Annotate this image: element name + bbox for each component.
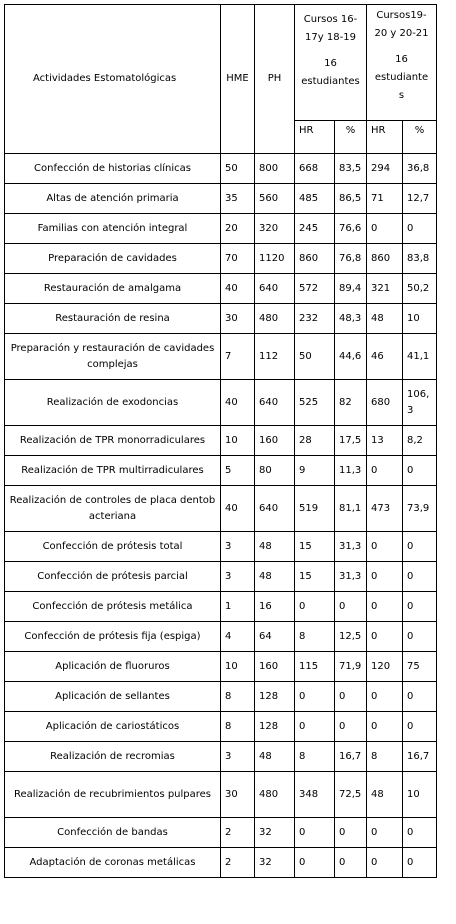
cell-hr-1: 8	[295, 742, 335, 772]
cell-hme: 40	[221, 380, 255, 426]
table-row	[5, 592, 437, 622]
cell-hr-2: 46	[367, 334, 403, 380]
cell-hr-1: 0	[295, 848, 335, 878]
cell-ph: 1120	[255, 244, 295, 274]
table-row	[5, 334, 437, 380]
cell-hr-1: 28	[295, 426, 335, 456]
cell-activity: Altas de atención primaria	[5, 184, 221, 214]
table-row	[5, 652, 437, 682]
cell-hr-2: 0	[367, 622, 403, 652]
cell-hme: 30	[221, 304, 255, 334]
table-row	[5, 682, 437, 712]
cell-hr-1: 572	[295, 274, 335, 304]
cell-pct-1: 16,7	[335, 742, 367, 772]
cell-activity: Familias con atención integral	[5, 214, 221, 244]
group-2-line-2: 20 y 20-21	[374, 28, 429, 39]
cell-hme: 40	[221, 274, 255, 304]
cell-pct-2: 0	[403, 532, 437, 562]
cell-pct-1: 0	[335, 818, 367, 848]
cell-ph: 16	[255, 592, 295, 622]
cell-pct-2: 73,9	[403, 486, 437, 532]
cell-ph: 32	[255, 818, 295, 848]
table-body	[5, 154, 437, 878]
cell-pct-2: 16,7	[403, 742, 437, 772]
header-row-top	[5, 5, 437, 121]
cell-activity: Confección de prótesis fija (espiga)	[5, 622, 221, 652]
cell-hr-2: 0	[367, 532, 403, 562]
cell-pct-1: 86,5	[335, 184, 367, 214]
cell-hr-2: 120	[367, 652, 403, 682]
cell-activity: Realización de controles de placa dentobacteriana	[5, 486, 221, 532]
table-row	[5, 426, 437, 456]
cell-pct-1: 72,5	[335, 772, 367, 818]
cell-hme: 8	[221, 712, 255, 742]
header-activity: Actividades Estomatológicas	[5, 5, 221, 154]
cell-ph: 160	[255, 652, 295, 682]
table-row	[5, 184, 437, 214]
group-2-line-3: 16	[395, 54, 408, 65]
activities-table	[4, 4, 437, 878]
cell-pct-1: 17,5	[335, 426, 367, 456]
table-row	[5, 772, 437, 818]
cell-hr-2: 48	[367, 304, 403, 334]
cell-ph: 48	[255, 742, 295, 772]
table-row	[5, 848, 437, 878]
cell-ph: 480	[255, 772, 295, 818]
cell-pct-2: 0	[403, 622, 437, 652]
cell-pct-1: 76,8	[335, 244, 367, 274]
cell-ph: 160	[255, 426, 295, 456]
cell-hr-2: 0	[367, 456, 403, 486]
cell-pct-1: 83,5	[335, 154, 367, 184]
group-1-line-3: 16	[324, 58, 337, 69]
cell-hr-2: 0	[367, 848, 403, 878]
cell-pct-2: 41,1	[403, 334, 437, 380]
table-row	[5, 456, 437, 486]
cell-activity: Restauración de resina	[5, 304, 221, 334]
cell-hr-1: 115	[295, 652, 335, 682]
cell-hme: 40	[221, 486, 255, 532]
group-2-line-5: s	[398, 90, 405, 101]
table-row	[5, 214, 437, 244]
header-hr-2: HR	[367, 121, 403, 154]
cell-activity: Aplicación de cariostáticos	[5, 712, 221, 742]
cell-activity: Realización de TPR multirradiculares	[5, 456, 221, 486]
table-row	[5, 712, 437, 742]
table-row	[5, 154, 437, 184]
cell-ph: 128	[255, 712, 295, 742]
cell-hr-1: 348	[295, 772, 335, 818]
cell-activity: Realización de recromias	[5, 742, 221, 772]
cell-hr-2: 0	[367, 712, 403, 742]
cell-hr-2: 0	[367, 682, 403, 712]
cell-pct-2: 10	[403, 304, 437, 334]
cell-hr-1: 8	[295, 622, 335, 652]
cell-pct-2: 0	[403, 682, 437, 712]
cell-hr-2: 0	[367, 562, 403, 592]
cell-hr-1: 15	[295, 532, 335, 562]
cell-hme: 30	[221, 772, 255, 818]
cell-pct-2: 0	[403, 562, 437, 592]
cell-hme: 4	[221, 622, 255, 652]
cell-activity: Aplicación de sellantes	[5, 682, 221, 712]
cell-hr-1: 0	[295, 818, 335, 848]
cell-hr-2: 13	[367, 426, 403, 456]
cell-hme: 2	[221, 818, 255, 848]
table-row	[5, 818, 437, 848]
cell-hr-1: 245	[295, 214, 335, 244]
cell-pct-1: 31,3	[335, 532, 367, 562]
cell-hme: 3	[221, 742, 255, 772]
cell-pct-1: 71,9	[335, 652, 367, 682]
cell-hr-2: 294	[367, 154, 403, 184]
table-row	[5, 532, 437, 562]
cell-hr-1: 0	[295, 682, 335, 712]
cell-pct-1: 0	[335, 712, 367, 742]
cell-pct-1: 89,4	[335, 274, 367, 304]
cell-activity: Realización de exodoncias	[5, 380, 221, 426]
cell-activity: Aplicación de fluoruros	[5, 652, 221, 682]
cell-pct-2: 10	[403, 772, 437, 818]
cell-hr-2: 0	[367, 592, 403, 622]
cell-hme: 10	[221, 426, 255, 456]
cell-pct-1: 12,5	[335, 622, 367, 652]
cell-hr-1: 860	[295, 244, 335, 274]
table-row	[5, 562, 437, 592]
header-pct-1: %	[335, 121, 367, 154]
cell-pct-1: 76,6	[335, 214, 367, 244]
header-hme: HME	[221, 5, 255, 154]
cell-hr-2: 321	[367, 274, 403, 304]
cell-pct-1: 11,3	[335, 456, 367, 486]
cell-hme: 7	[221, 334, 255, 380]
header-ph: PH	[255, 5, 295, 154]
cell-hme: 5	[221, 456, 255, 486]
cell-activity: Confección de prótesis parcial	[5, 562, 221, 592]
cell-pct-2: 0	[403, 818, 437, 848]
cell-ph: 800	[255, 154, 295, 184]
cell-ph: 64	[255, 622, 295, 652]
cell-hme: 8	[221, 682, 255, 712]
cell-pct-2: 75	[403, 652, 437, 682]
cell-ph: 128	[255, 682, 295, 712]
cell-pct-1: 0	[335, 848, 367, 878]
cell-hr-1: 519	[295, 486, 335, 532]
table-row	[5, 304, 437, 334]
cell-ph: 48	[255, 562, 295, 592]
cell-hr-1: 232	[295, 304, 335, 334]
cell-hr-1: 15	[295, 562, 335, 592]
cell-pct-2: 0	[403, 214, 437, 244]
cell-hme: 10	[221, 652, 255, 682]
cell-hr-2: 473	[367, 486, 403, 532]
cell-pct-2: 0	[403, 712, 437, 742]
table-row	[5, 486, 437, 532]
cell-pct-1: 44,6	[335, 334, 367, 380]
cell-activity: Adaptación de coronas metálicas	[5, 848, 221, 878]
header-group-2	[367, 5, 437, 121]
cell-hme: 70	[221, 244, 255, 274]
cell-hr-1: 0	[295, 592, 335, 622]
table-row	[5, 622, 437, 652]
cell-hme: 3	[221, 562, 255, 592]
activities-table-container	[4, 4, 437, 878]
cell-pct-2: 106,3	[403, 380, 437, 426]
cell-ph: 80	[255, 456, 295, 486]
cell-ph: 640	[255, 380, 295, 426]
cell-activity: Confección de bandas	[5, 818, 221, 848]
cell-hme: 20	[221, 214, 255, 244]
cell-ph: 480	[255, 304, 295, 334]
cell-hr-2: 0	[367, 214, 403, 244]
group-2-line-1: Cursos19-	[376, 10, 427, 21]
cell-hme: 2	[221, 848, 255, 878]
cell-ph: 48	[255, 532, 295, 562]
cell-pct-2: 50,2	[403, 274, 437, 304]
cell-hr-2: 0	[367, 818, 403, 848]
cell-ph: 32	[255, 848, 295, 878]
cell-pct-2: 0	[403, 456, 437, 486]
cell-pct-1: 0	[335, 592, 367, 622]
cell-hr-1: 485	[295, 184, 335, 214]
cell-pct-2: 12,7	[403, 184, 437, 214]
group-2-line-4: estudiante	[374, 72, 429, 83]
cell-activity: Preparación de cavidades	[5, 244, 221, 274]
cell-hme: 1	[221, 592, 255, 622]
cell-activity: Restauración de amalgama	[5, 274, 221, 304]
group-1-line-1: Cursos 16-	[303, 14, 358, 25]
cell-ph: 560	[255, 184, 295, 214]
cell-ph: 112	[255, 334, 295, 380]
cell-activity: Preparación y restauración de cavidades complejas	[5, 334, 221, 380]
cell-hr-1: 0	[295, 712, 335, 742]
group-1-line-4: estudiantes	[301, 76, 360, 87]
cell-hme: 35	[221, 184, 255, 214]
cell-pct-1: 48,3	[335, 304, 367, 334]
table-row	[5, 380, 437, 426]
cell-activity: Confección de historias clínicas	[5, 154, 221, 184]
cell-activity: Realización de recubrimientos pulpares	[5, 772, 221, 818]
cell-hr-2: 71	[367, 184, 403, 214]
cell-hr-1: 50	[295, 334, 335, 380]
cell-pct-2: 83,8	[403, 244, 437, 274]
cell-hr-2: 860	[367, 244, 403, 274]
cell-ph: 640	[255, 274, 295, 304]
cell-activity: Confección de prótesis total	[5, 532, 221, 562]
cell-hr-1: 9	[295, 456, 335, 486]
cell-pct-2: 0	[403, 848, 437, 878]
cell-ph: 320	[255, 214, 295, 244]
cell-activity: Realización de TPR monorradiculares	[5, 426, 221, 456]
header-pct-2: %	[403, 121, 437, 154]
cell-pct-1: 0	[335, 682, 367, 712]
cell-hme: 3	[221, 532, 255, 562]
cell-hr-2: 48	[367, 772, 403, 818]
header-group-1	[295, 5, 367, 121]
header-hr-1: HR	[295, 121, 335, 154]
cell-hr-2: 680	[367, 380, 403, 426]
cell-ph: 640	[255, 486, 295, 532]
group-1-line-2: 17y 18-19	[305, 32, 356, 43]
cell-hr-2: 8	[367, 742, 403, 772]
table-row	[5, 274, 437, 304]
cell-pct-2: 0	[403, 592, 437, 622]
table-row	[5, 742, 437, 772]
cell-hme: 50	[221, 154, 255, 184]
cell-hr-1: 668	[295, 154, 335, 184]
cell-pct-2: 36,8	[403, 154, 437, 184]
table-row	[5, 244, 437, 274]
cell-pct-1: 31,3	[335, 562, 367, 592]
cell-pct-1: 81,1	[335, 486, 367, 532]
cell-pct-2: 8,2	[403, 426, 437, 456]
cell-hr-1: 525	[295, 380, 335, 426]
cell-pct-1: 82	[335, 380, 367, 426]
cell-activity: Confección de prótesis metálica	[5, 592, 221, 622]
